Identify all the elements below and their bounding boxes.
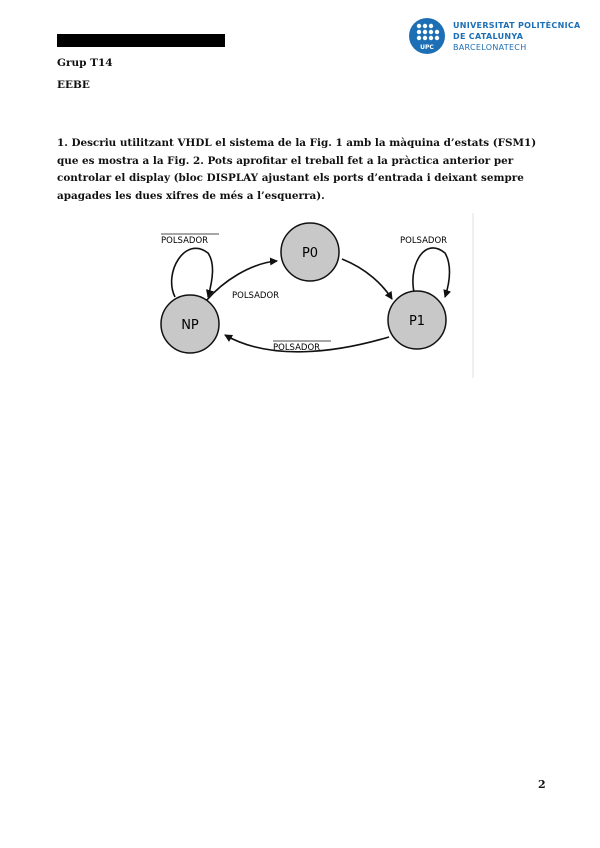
fsm-diagram xyxy=(155,213,475,378)
upc-logo xyxy=(408,16,588,56)
logo-line-2: DE CATALUNYA xyxy=(453,32,524,41)
page-number: 2 xyxy=(538,778,546,791)
label-np-self: POLSADOR xyxy=(161,236,209,246)
transition-p0-to-p1 xyxy=(342,259,392,299)
upc-mark-text: UPC xyxy=(420,44,434,51)
group-label: Grup T14 xyxy=(57,57,113,69)
state-np-label: NP xyxy=(181,318,199,333)
logo-line-3: BARCELONATECH xyxy=(453,43,527,52)
school-label: EEBE xyxy=(57,79,90,91)
redacted-name-bar xyxy=(57,34,225,47)
transition-np-self xyxy=(172,248,213,297)
upc-logo-mark-icon xyxy=(408,16,448,56)
question-text: 1. Descriu utilitzant VHDL el sistema de la Fig. 1 amb la màquina d’estats (FSM1) que es mostra a la Fig. 2. Pots aprofitar el treball fet a la pràctica anterior per controlar el display (bloc DISPLAY ajustant els ports d’entrada i deixant sempre apagades les dues xifres de més a l’esquerra). xyxy=(57,137,537,202)
label-p1-to-np: POLSADOR xyxy=(273,343,321,353)
state-p0-label: P0 xyxy=(301,246,319,261)
logo-line-1: UNIVERSITAT POLITÈCNICA xyxy=(453,21,581,30)
transition-p1-self xyxy=(413,248,450,297)
label-np-to-p0: POLSADOR xyxy=(232,291,280,301)
state-p1-label: P1 xyxy=(408,314,426,329)
label-p1-self: POLSADOR xyxy=(400,236,448,246)
